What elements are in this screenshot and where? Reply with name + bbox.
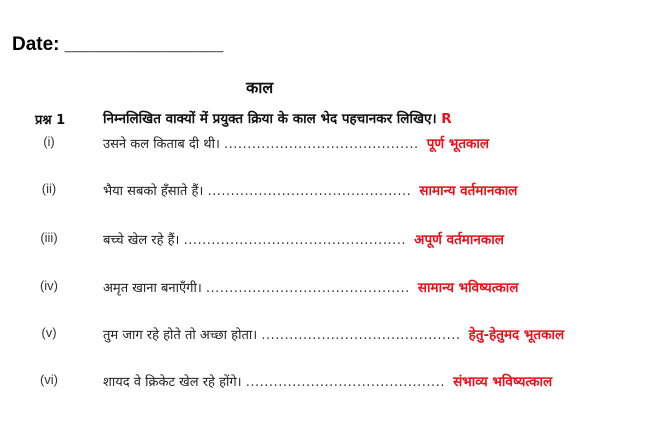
item-number: (vi) <box>39 372 59 387</box>
list-item <box>0 278 645 300</box>
item-sentence: अमृत खाना बनाएँगी। <box>103 281 202 296</box>
item-sentence: तुम जाग रहे होते तो अच्छा होता। <box>103 328 258 343</box>
item-answer: पूर्ण भूतकाल <box>426 136 490 152</box>
question-marker: R <box>441 111 452 127</box>
item-dots: ............................................ <box>205 281 410 296</box>
item-answer: सामान्य वर्तमानकाल <box>419 183 518 199</box>
item-answer: हेतु-हेतुमद भूतकाल <box>468 327 565 343</box>
list-item <box>0 372 645 394</box>
item-line <box>103 278 518 296</box>
item-number: (iii) <box>40 230 58 245</box>
item-line <box>103 181 517 199</box>
item-dots: ............................................ <box>207 184 412 199</box>
item-number: (v) <box>41 325 57 340</box>
page-title: काल <box>246 78 274 97</box>
list-item <box>0 134 645 156</box>
item-sentence: उसने कल किताब दी थी। <box>103 137 220 152</box>
question-instruction-text: निम्नलिखित वाक्यों में प्रयुक्त क्रिया के काल भेद पहचानकर लिखिए। <box>103 111 437 127</box>
item-sentence: बच्चे खेल रहे हैं। <box>103 233 180 248</box>
item-answer: संभाव्य भविष्यत्काल <box>453 374 553 390</box>
question-number: प्रश्न 1 <box>35 113 66 128</box>
item-line <box>103 134 489 152</box>
item-number: (ii) <box>41 181 57 196</box>
item-dots: .......................................... <box>224 137 419 152</box>
list-item <box>0 230 645 252</box>
item-number: (iv) <box>39 278 59 293</box>
item-line <box>103 325 564 343</box>
item-number: (i) <box>43 134 55 149</box>
date-label: Date: _______________ <box>12 34 224 55</box>
item-dots: ........................................... <box>261 328 461 343</box>
item-sentence: भैया सबको हँसाते हैं। <box>103 184 204 199</box>
list-item <box>0 181 645 203</box>
item-line <box>103 372 552 390</box>
question-instruction <box>103 109 452 127</box>
item-answer: सामान्य भविष्यत्काल <box>417 280 519 296</box>
item-dots: ................................................ <box>183 233 406 248</box>
item-line <box>103 230 504 248</box>
item-sentence: शायद वे क्रिकेट खेल रहे होंगे। <box>103 375 242 390</box>
list-item <box>0 325 645 347</box>
item-dots: ........................................... <box>245 375 445 390</box>
item-answer: अपूर्ण वर्तमानकाल <box>414 232 504 248</box>
